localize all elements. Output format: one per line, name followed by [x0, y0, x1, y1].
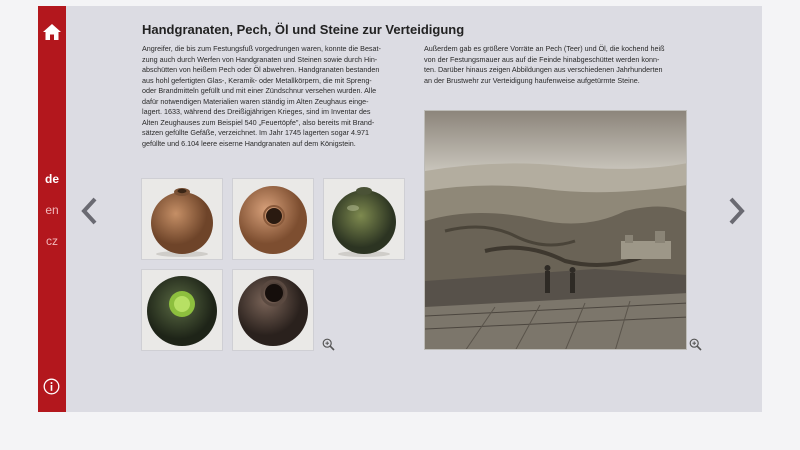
thumb-ceramic-grenade-1[interactable] [141, 178, 223, 260]
lang-cz-button[interactable]: cz [46, 234, 58, 248]
thumb-glass-grenade-2[interactable] [141, 269, 223, 351]
home-icon[interactable] [42, 23, 62, 41]
lang-en-button[interactable]: en [45, 203, 59, 217]
text-line: oder Brandmitteln gefüllt und mit einer Zündschnur versehen wurden. Alle [142, 86, 377, 95]
text-line: von der Festungsmauer aus auf die Feinde hinabgeschüttet werden konn- [424, 54, 660, 64]
info-icon[interactable] [43, 378, 60, 395]
text-line: dafür notwendigen Materialien waren ständig im Alten Zeughaus einge- [142, 96, 369, 106]
zoom-icon[interactable] [322, 338, 335, 351]
thumb-glass-grenade-1[interactable] [323, 178, 405, 260]
text-right [424, 44, 688, 86]
text-line: an der Brustwehr zur Verteidigung haufenweise aufgetürmte Steine. [424, 75, 640, 85]
text-line: gefüllte und 6.104 leere eiserne Handgranaten auf dem Königstein. [142, 138, 356, 148]
text-line: sätzen gefüllte Gefäße, verzeichnet. Im Jahr 1745 lagerten sogar 4.971 [142, 128, 369, 137]
zoom-icon[interactable] [689, 338, 702, 351]
text-line: ten. Darüber hinaus zeigen Abbildungen aus verschiedenen Jahrhunderten [424, 65, 663, 74]
text-line: lagert. 1633, während des Dreißigjährigen Krieges, sind im Inventar des [142, 107, 371, 116]
thumb-metal-grenade[interactable] [232, 269, 314, 351]
fortress-view-image[interactable] [424, 110, 687, 350]
sidebar [38, 6, 66, 412]
text-line: Alten Zeughauses zum Beispiel 540 „Feuertöpfe", also bereits mit Brand- [142, 117, 375, 127]
text-line: zung auch durch Werfen von Handgranaten und Steinen sowie durch Hin- [142, 54, 378, 64]
text-left [142, 44, 406, 149]
text-line: aus hohl gefertigten Glas-, Keramik- oder Metallkörpern, die mit Spreng- [142, 75, 372, 85]
lang-de-button[interactable]: de [44, 172, 59, 186]
exhibit-screen [38, 6, 762, 412]
text-line: Angreifer, die bis zum Festungsfuß vorgedrungen waren, konnte die Besat- [142, 44, 381, 53]
thumb-ceramic-grenade-2[interactable] [232, 178, 314, 260]
text-line: abschütten von heißem Pech oder Öl abwehren. Handgranaten bestanden [142, 65, 380, 74]
next-arrow-icon[interactable] [728, 196, 746, 226]
prev-arrow-icon[interactable] [80, 196, 98, 226]
text-line: Außerdem gab es größere Vorräte an Pech (Teer) und Öl, die kochend heiß [424, 44, 665, 53]
page-title: Handgranaten, Pech, Öl und Steine zur Verteidigung [142, 22, 465, 37]
